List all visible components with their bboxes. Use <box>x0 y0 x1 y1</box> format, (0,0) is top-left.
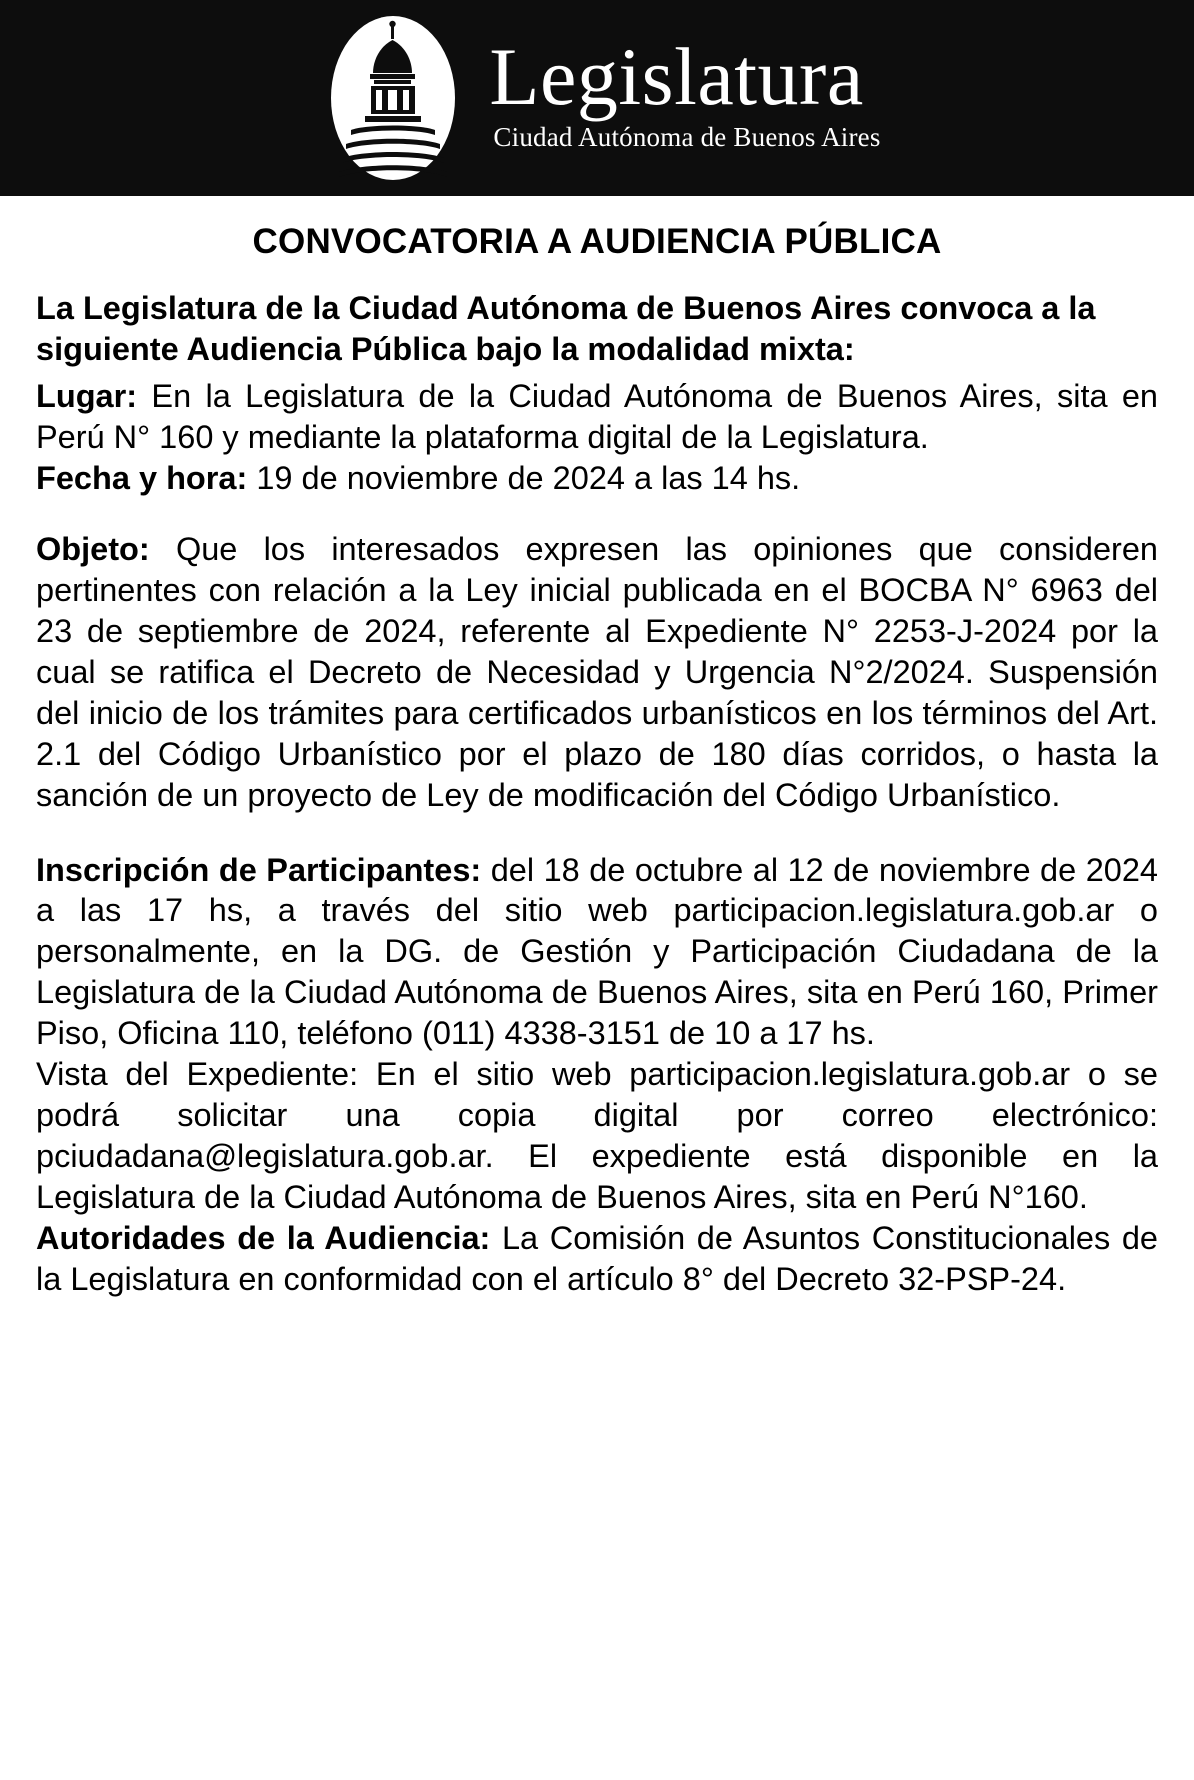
intro-paragraph: La Legislatura de la Ciudad Autónoma de Buenos Aires convoca a la siguiente Audiencia Pública bajo la modalidad mixta: <box>36 290 1096 368</box>
fecha-paragraph <box>36 458 1158 499</box>
page-title: CONVOCATORIA A AUDIENCIA PÚBLICA <box>252 222 942 261</box>
wordmark <box>489 30 881 159</box>
wordmark-sub: Ciudad Autónoma de Buenos Aires <box>493 122 881 153</box>
autoridades-label: Autoridades de la Audiencia: <box>36 1219 491 1256</box>
wordmark-main: Legislatura <box>489 30 864 122</box>
legislatura-dome-logo-icon <box>323 13 463 183</box>
fecha-label: Fecha y hora: <box>36 460 248 496</box>
header-inner <box>323 13 880 183</box>
inscripcion-label: Inscripción de Participantes: <box>36 851 482 888</box>
document-content <box>0 196 1194 1300</box>
autoridades-paragraph <box>36 1218 1158 1300</box>
vista-expediente-paragraph: Vista del Expediente: En el sitio web participacion.legislatura.gob.ar o se podrá solicitar una copia digital por correo electrónico: pciudadana@legislatura.gob.ar. El expediente está disponible en la Legislatura de la Ciudad Autónoma de Buenos Aires, sita en Perú N°160. <box>36 1056 1158 1215</box>
header-banner <box>0 0 1194 196</box>
inscripcion-text: del 18 de octubre al 12 de noviembre de 2024 a las 17 hs, a través del sitio web participacion.legislatura.gob.ar o personalmente, en la DG. de Gestión y Participación Ciudadana de la Legislatura de la Ciudad Autónoma de Buenos Aires, sita en Perú 160, Primer Piso, Oficina 110, teléfono (011) 4338-3151 de 10 a 17 hs. <box>36 851 1158 1052</box>
autoridades-text: La Comisión de Asuntos Constitucionales de la Legislatura en conformidad con el artículo 8° del Decreto 32-PSP-24. <box>36 1219 1158 1297</box>
fecha-text: 19 de noviembre de 2024 a las 14 hs. <box>247 460 801 496</box>
objeto-label: Objeto: <box>36 530 150 567</box>
inscripcion-paragraph <box>36 850 1158 1055</box>
lugar-paragraph <box>36 376 1158 458</box>
objeto-text: Que los interesados expresen las opiniones que consideren pertinentes con relación a la Ley inicial publicada en el BOCBA N° 6963 del 23 de septiembre de 2024, referente al Expediente N° 2253-J-2024 por la cual se ratifica el Decreto de Necesidad y Urgencia N°2/2024. Suspensión del inicio de los trámites para certificados urbanísticos en los términos del Art. 2.1 del Código Urbanístico por el plazo de 180 días corridos, o hasta la sanción de un proyecto de Ley de modificación del Código Urbanístico. <box>36 530 1158 813</box>
lugar-label: Lugar: <box>36 378 138 415</box>
lugar-text: En la Legislatura de la Ciudad Autónoma de Buenos Aires, sita en Perú N° 160 y mediante la plataforma digital de la Legislatura. <box>36 378 1158 456</box>
objeto-paragraph <box>36 529 1158 816</box>
